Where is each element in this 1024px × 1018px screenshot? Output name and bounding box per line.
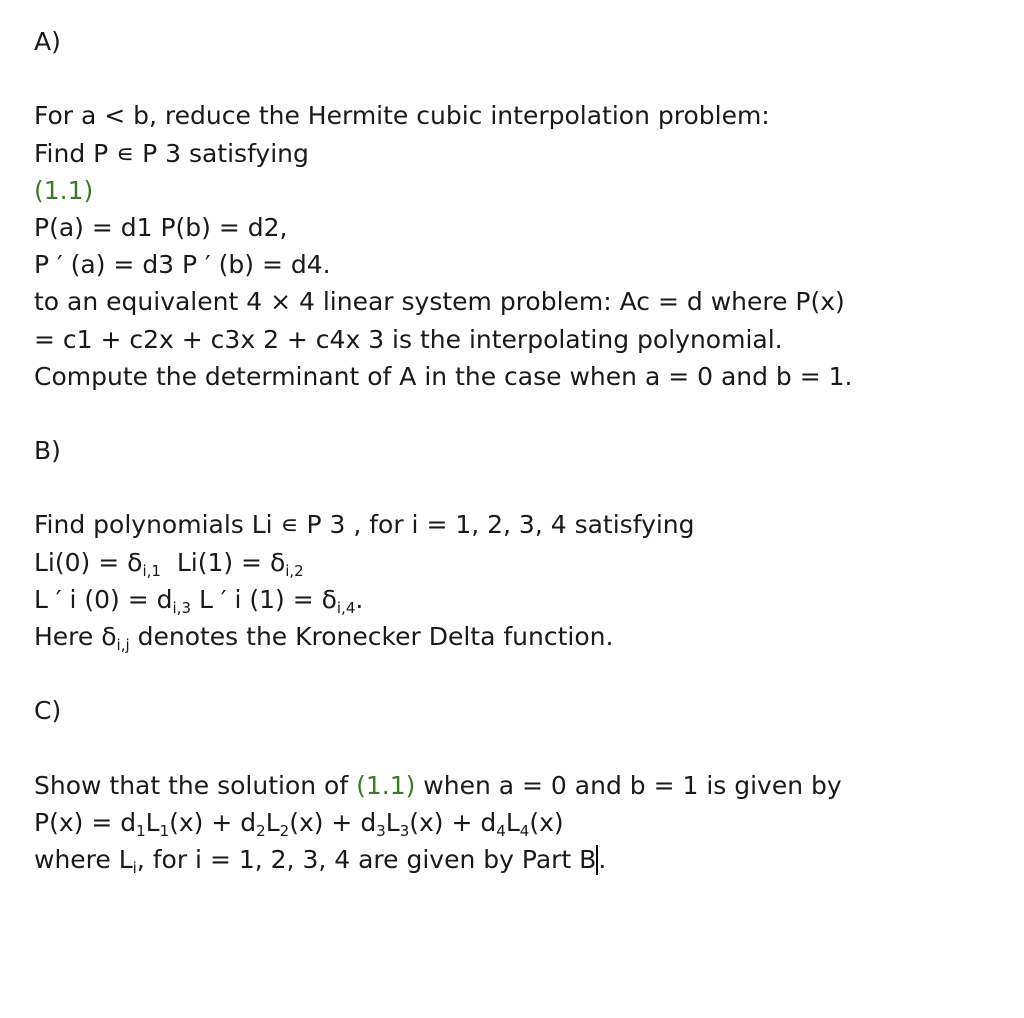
part-b-kronecker-note — [34, 618, 994, 655]
text: denotes the Kronecker Delta function. — [129, 622, 614, 651]
blank-line — [34, 395, 994, 432]
document-body[interactable] — [34, 23, 994, 878]
subscript: i — [132, 859, 137, 878]
text: Show that the solution of — [34, 770, 357, 800]
subscript: i,1 — [142, 561, 161, 580]
equation-reference: (1.1) — [356, 770, 416, 800]
text: L — [385, 807, 400, 837]
text: d — [360, 807, 377, 837]
subscript: 3 — [399, 821, 410, 840]
subscript: 4 — [496, 821, 506, 840]
subscript: i,3 — [172, 598, 191, 617]
text: Li(0) = δ — [34, 547, 143, 577]
part-a-condition-2: P ′ (a) = d3 P ′ (b) = d4. — [34, 250, 331, 280]
text: when a = 0 and b = 1 is given by — [415, 770, 842, 800]
text: d — [120, 807, 137, 837]
part-a-system-line-2: = c1 + c2x + c3x 2 + c4x 3 is the interpolating polynomial. — [34, 324, 783, 354]
text: d — [480, 807, 497, 837]
part-b-condition-1 — [34, 544, 994, 581]
part-a-heading: A) — [34, 27, 61, 56]
subscript: 1 — [159, 821, 170, 840]
part-b-condition-2 — [34, 581, 994, 618]
part-a-find: Find P ∊ P 3 satisfying — [34, 138, 309, 168]
equation-reference: (1.1) — [34, 175, 94, 205]
part-c-formula — [34, 804, 994, 841]
text: Li(1) = δ — [160, 547, 286, 577]
subscript: 2 — [279, 821, 290, 840]
text: L — [265, 807, 280, 837]
part-a-intro: For a < b, reduce the Hermite cubic interpolation problem: — [34, 101, 770, 131]
text: Here δ — [34, 622, 117, 651]
part-a-compute: Compute the determinant of A in the case when a = 0 and b = 1. — [34, 361, 853, 391]
text: where L — [34, 845, 133, 875]
subscript: 3 — [376, 821, 386, 840]
part-b-find: Find polynomials Li ∊ P 3 , for i = 1, 2, 3, 4 satisfying — [34, 510, 695, 540]
subscript: i,2 — [285, 561, 304, 580]
part-c-show — [34, 767, 994, 804]
subscript: 2 — [256, 821, 266, 840]
part-a-system-line-1: to an equivalent 4 × 4 linear system problem: Ac = d where P(x) — [34, 287, 845, 317]
subscript: 4 — [519, 821, 530, 840]
text: L — [145, 807, 160, 837]
blank-line — [34, 60, 994, 97]
text: L ′ i (0) = d — [34, 584, 173, 614]
part-c-heading: C) — [34, 696, 62, 726]
subscript: i,4 — [336, 598, 356, 617]
text: (x) + — [169, 807, 241, 837]
text: P(x) = — [34, 807, 121, 837]
blank-line — [34, 655, 994, 692]
text: L — [505, 807, 520, 837]
text: L ′ i (1) = δ — [191, 584, 337, 614]
subscript: 1 — [136, 821, 146, 840]
text: d — [240, 807, 257, 837]
text: , for i = 1, 2, 3, 4 are given by Part B — [136, 845, 597, 875]
text: . — [355, 584, 364, 614]
text: (x) + — [289, 807, 361, 837]
part-b-heading: B) — [34, 436, 61, 466]
blank-line — [34, 469, 994, 506]
part-c-where — [34, 841, 994, 878]
subscript: i,j — [116, 636, 130, 654]
text: (x) + — [409, 807, 481, 837]
text: . — [598, 845, 607, 875]
part-a-condition-1: P(a) = d1 P(b) = d2, — [34, 212, 288, 242]
text: (x) — [529, 807, 564, 837]
blank-line — [34, 730, 994, 767]
